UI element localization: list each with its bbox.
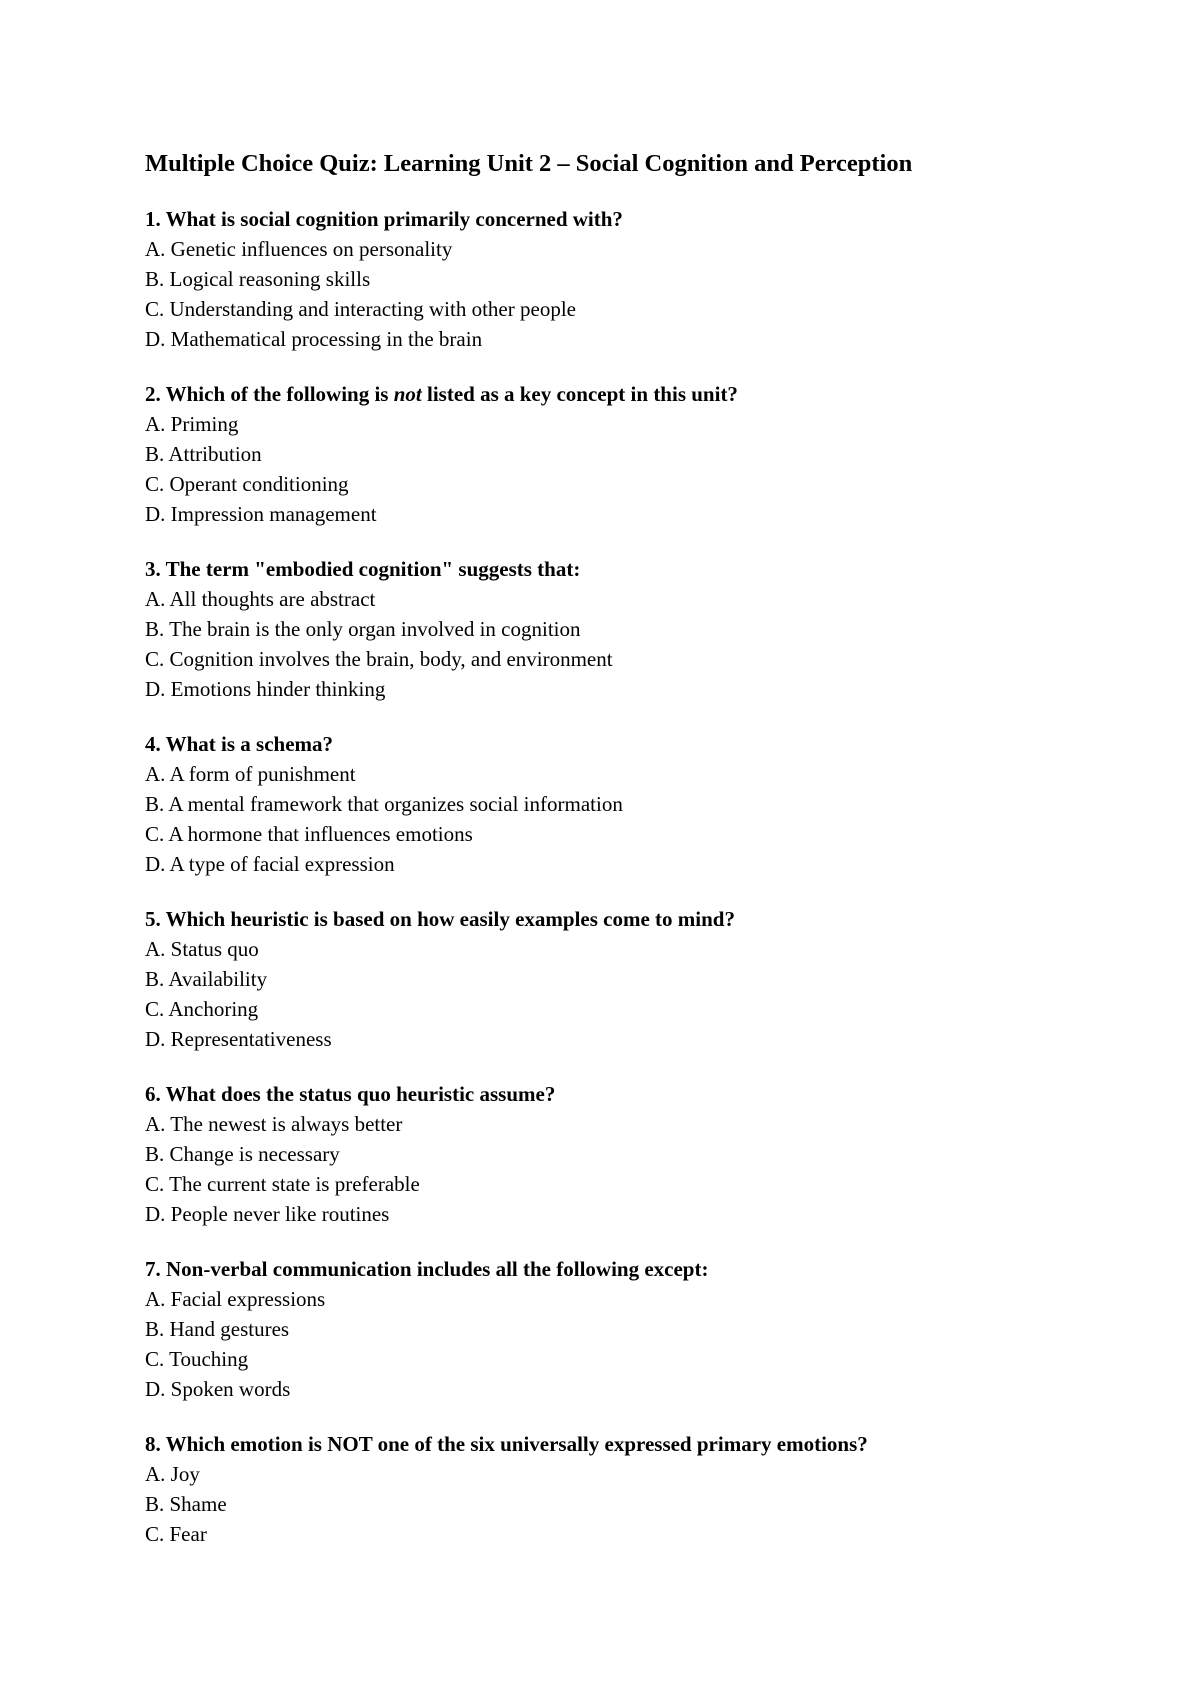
option-b: B. Availability — [145, 967, 268, 991]
option-a: A. All thoughts are abstract — [145, 587, 376, 611]
option-b: B. Logical reasoning skills — [145, 267, 371, 291]
option-a: A. The newest is always better — [145, 1112, 403, 1136]
question-stem: 5. Which heuristic is based on how easily examples come to mind? — [145, 907, 735, 931]
option-b: B. Hand gestures — [145, 1317, 290, 1341]
quiz-content — [145, 144, 1105, 1574]
question-stem: 3. The term "embodied cognition" suggests that: — [145, 557, 581, 581]
option-d: D. Spoken words — [145, 1377, 291, 1401]
option-c: C. Fear — [145, 1522, 207, 1546]
option-c: C. The current state is preferable — [145, 1172, 420, 1196]
option-c: C. Understanding and interacting with other people — [145, 297, 576, 321]
question-2 — [145, 379, 1105, 529]
option-c: C. A hormone that influences emotions — [145, 822, 473, 846]
question-stem-emphasis: not — [393, 382, 422, 406]
option-b: B. Attribution — [145, 442, 262, 466]
option-a: A. Facial expressions — [145, 1287, 326, 1311]
question-7 — [145, 1254, 1105, 1404]
option-a: A. A form of punishment — [145, 762, 356, 786]
option-d: D. Impression management — [145, 502, 377, 526]
option-b: B. The brain is the only organ involved in cognition — [145, 617, 581, 641]
option-c: C. Cognition involves the brain, body, and environment — [145, 647, 613, 671]
question-stem-end: listed as a key concept in this unit? — [421, 382, 738, 406]
question-1 — [145, 204, 1105, 354]
option-a: A. Status quo — [145, 937, 259, 961]
option-c: C. Anchoring — [145, 997, 259, 1021]
question-stem: 1. What is social cognition primarily concerned with? — [145, 207, 623, 231]
question-stem: 7. Non-verbal communication includes all the following except: — [145, 1257, 709, 1281]
option-d: D. Representativeness — [145, 1027, 332, 1051]
option-d: D. A type of facial expression — [145, 852, 395, 876]
question-8 — [145, 1429, 1105, 1549]
option-a: A. Genetic influences on personality — [145, 237, 453, 261]
question-3 — [145, 554, 1105, 704]
question-stem: 6. What does the status quo heuristic assume? — [145, 1082, 556, 1106]
question-stem: 8. Which emotion is NOT one of the six universally expressed primary emotions? — [145, 1432, 868, 1456]
question-5 — [145, 904, 1105, 1054]
option-b: B. A mental framework that organizes social information — [145, 792, 623, 816]
question-6 — [145, 1079, 1105, 1229]
option-b: B. Shame — [145, 1492, 227, 1516]
question-4 — [145, 729, 1105, 879]
question-stem — [145, 379, 1105, 409]
option-a: A. Joy — [145, 1462, 200, 1486]
option-b: B. Change is necessary — [145, 1142, 340, 1166]
option-d: D. Mathematical processing in the brain — [145, 327, 483, 351]
option-c: C. Operant conditioning — [145, 472, 349, 496]
quiz-title: Multiple Choice Quiz: Learning Unit 2 – Social Cognition and Perception — [145, 150, 913, 177]
question-stem: 4. What is a schema? — [145, 732, 334, 756]
option-d: D. Emotions hinder thinking — [145, 677, 386, 701]
option-a: A. Priming — [145, 412, 239, 436]
option-c: C. Touching — [145, 1347, 249, 1371]
question-stem-start: 2. Which of the following is — [145, 382, 394, 406]
option-d: D. People never like routines — [145, 1202, 390, 1226]
